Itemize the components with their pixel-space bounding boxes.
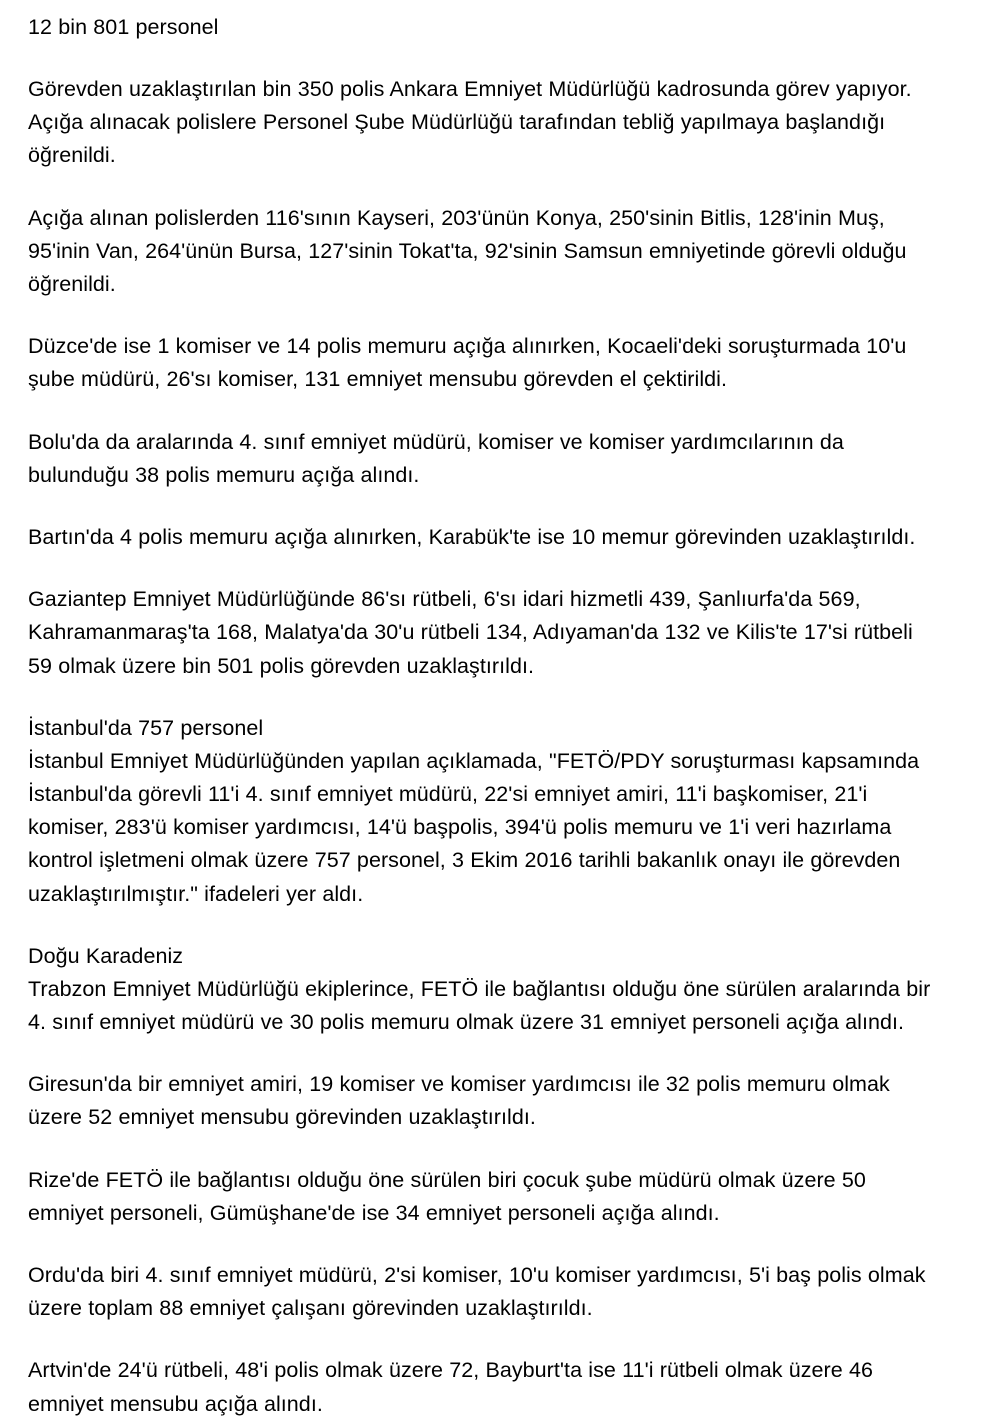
paragraph-ordu: Ordu'da biri 4. sınıf emniyet müdürü, 2'si komiser, 10'u komiser yardımcısı, 5'i baş polis olmak üzere toplam 88 emniyet çalışanı görevinden uzaklaştırıldı. <box>28 1263 926 1321</box>
page-title: 12 bin 801 personel <box>28 15 219 39</box>
paragraph-duzce-kocaeli: Düzce'de ise 1 komiser ve 14 polis memuru açığa alınırken, Kocaeli'deki soruşturmada 10'u şube müdürü, 26'sı komiser, 131 emniyet mensubu görevden el çektirildi. <box>28 334 907 392</box>
paragraph-ankara: Görevden uzaklaştırılan bin 350 polis Ankara Emniyet Müdürlüğü kadrosunda görev yapıyor. Açığa alınacak polislere Personel Şube Müdürlüğü tarafından tebliğ yapılmaya başlandığı öğrenildi. <box>28 77 912 168</box>
paragraph-trabzon: Trabzon Emniyet Müdürlüğü ekiplerince, FETÖ ile bağlantısı olduğu öne sürülen aralarında bir 4. sınıf emniyet müdürü ve 30 polis memuru olmak üzere 31 emniyet personeli açığa alındı. <box>28 976 931 1035</box>
paragraph-gaziantep: Gaziantep Emniyet Müdürlüğünde 86'sı rütbeli, 6'sı idari hizmetli 439, Şanlıurfa'da 569, Kahramanmaraş'ta 168, Malatya'da 30'u rütbeli 134, Adıyaman'da 132 ve Kilis'te 17'si rütbeli 59 olmak üzere bin 501 polis görevden uzaklaştırıldı. <box>28 587 913 678</box>
paragraph-bartin-karabuk: Bartın'da 4 polis memuru açığa alınırken, Karabük'te ise 10 memur görevinden uzaklaştırıldı. <box>28 525 916 550</box>
article-body <box>28 11 942 1421</box>
subheading-dogu-karadeniz: Doğu Karadeniz <box>28 943 184 968</box>
paragraph-istanbul: İstanbul Emniyet Müdürlüğünden yapılan açıklamada, "FETÖ/PDY soruşturması kapsamında İstanbul'da görevli 11'i 4. sınıf emniyet müdürü, 22'si emniyet amiri, 11'i başkomiser, 21'i komiser, 283'ü komiser yardımcısı, 14'ü başpolis, 394'ü polis memuru ve 1'i veri hazırlama kontrol işletmeni olmak üzere 757 personel, 3 Ekim 2016 tarihli bakanlık onayı ile görevden uzaklaştırılmıştır." ifadeleri yer aldı. <box>28 748 920 906</box>
paragraph-artvin-bayburt: Artvin'de 24'ü rütbeli, 48'i polis olmak üzere 72, Bayburt'ta ise 11'i rütbeli olmak üzere 46 emniyet mensubu açığa alındı. <box>28 1358 874 1416</box>
paragraph-city-breakdown: Açığa alınan polislerden 116'sının Kayseri, 203'ünün Konya, 250'sinin Bitlis, 128'inin Muş, 95'inin Van, 264'ünün Bursa, 127'sinin Tokat'ta, 92'sinin Samsun emniyetinde görevli olduğu öğrenildi. <box>28 205 907 297</box>
paragraph-bolu: Bolu'da da aralarında 4. sınıf emniyet müdürü, komiser ve komiser yardımcılarının da bulunduğu 38 polis memuru açığa alındı. <box>28 429 844 487</box>
subheading-istanbul: İstanbul'da 757 personel <box>28 715 264 740</box>
paragraph-giresun: Giresun'da bir emniyet amiri, 19 komiser ve komiser yardımcısı ile 32 polis memuru olmak üzere 52 emniyet mensubu görevinden uzaklaştırıldı. <box>28 1072 890 1130</box>
paragraph-rize-gumushane: Rize'de FETÖ ile bağlantısı olduğu öne sürülen biri çocuk şube müdürü olmak üzere 50 emniyet personeli, Gümüşhane'de ise 34 emniyet personeli açığa alındı. <box>28 1167 866 1225</box>
